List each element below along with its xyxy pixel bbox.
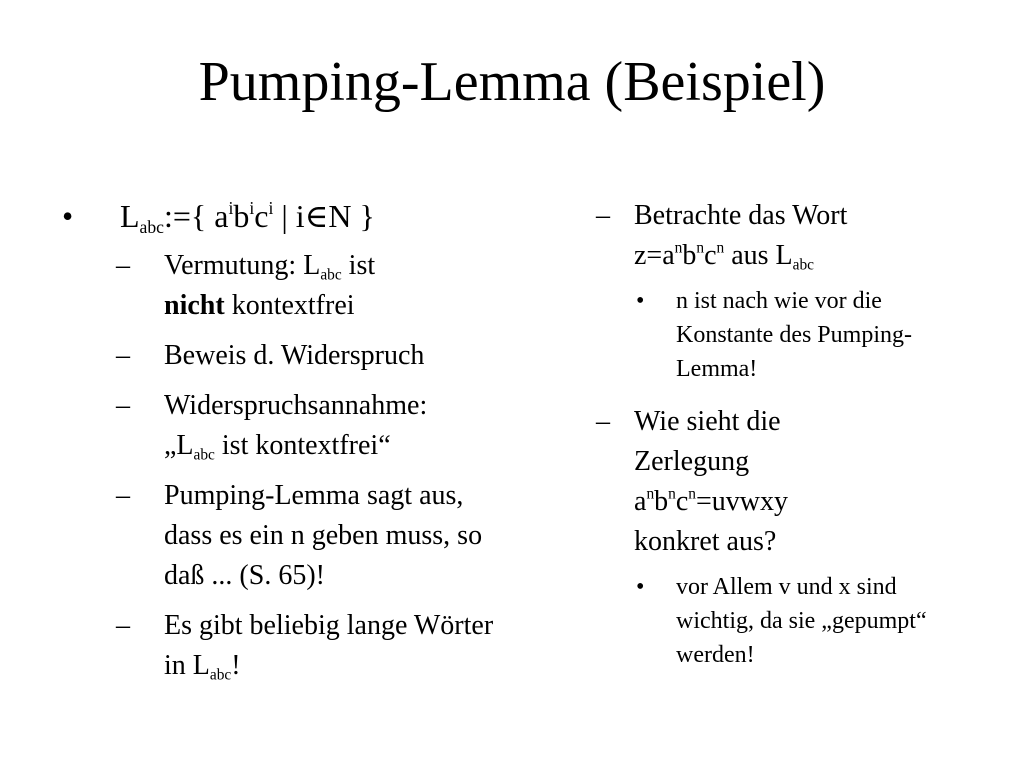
list-item <box>596 402 1006 562</box>
list-item <box>116 606 512 686</box>
list-item <box>116 386 512 466</box>
sub-item-text: vor Allem v und x sind wichtig, da sie „gepumpt“ werden! <box>676 574 927 668</box>
item-fragment: z=a <box>634 240 675 271</box>
dash-marker: – <box>596 406 610 437</box>
exp-i-c: i <box>268 197 274 218</box>
item-fragment: ! <box>231 650 241 681</box>
exp-i-a: i <box>228 197 234 218</box>
bullet-marker: • <box>636 288 645 314</box>
list-item <box>596 196 1006 276</box>
right-column <box>596 196 1006 688</box>
lang-b: b <box>233 198 250 234</box>
list-item <box>116 246 512 326</box>
item-fragment: Betrachte das Wort <box>634 200 848 231</box>
item-subscript: abc <box>792 256 814 274</box>
dash-marker: – <box>116 390 130 421</box>
item-fragment: konkret aus? <box>634 526 777 557</box>
exp-n: n <box>696 239 705 257</box>
item-fragment: ist <box>341 250 376 281</box>
main-bullet <box>62 196 512 236</box>
language-definition <box>120 196 512 236</box>
item-text: Beweis d. Widerspruch <box>164 340 425 371</box>
item-subscript: abc <box>320 266 342 284</box>
list-item <box>116 476 512 596</box>
item-fragment: kontextfrei <box>224 290 355 321</box>
lang-rest: | i∈N } <box>273 198 375 234</box>
item-fragment: aus L <box>724 240 793 271</box>
item-fragment: Es gibt beliebig lange Wörter in L <box>164 610 494 681</box>
exp-i-b: i <box>249 197 255 218</box>
exp-n: n <box>646 485 655 503</box>
dash-marker: – <box>116 610 130 641</box>
lang-L: L <box>120 198 140 234</box>
item-fragment: „L <box>164 430 194 461</box>
dash-marker: – <box>596 200 610 231</box>
left-column <box>62 196 512 696</box>
lang-c: c <box>254 198 269 234</box>
dash-marker: – <box>116 480 130 511</box>
item-text <box>164 386 504 466</box>
dash-marker: – <box>116 250 130 281</box>
item-fragment: ist kontextfrei“ <box>214 430 391 461</box>
item-fragment: a <box>634 486 647 517</box>
exp-n: n <box>668 485 676 503</box>
item-fragment: Vermutung: L <box>164 250 321 281</box>
item-fragment: Widerspruchsannahme: <box>164 390 428 421</box>
item-fragment: b <box>654 486 669 517</box>
lang-subscript: abc <box>139 217 164 238</box>
list-item <box>116 336 512 376</box>
item-fragment: c <box>704 240 717 271</box>
item-bold: nicht <box>164 290 225 321</box>
item-fragment: b <box>682 240 697 271</box>
sub-list-item <box>636 570 1006 672</box>
bullet-marker: • <box>62 198 74 234</box>
item-text <box>634 402 894 562</box>
item-fragment: =uvwxy <box>695 486 788 517</box>
sub-list-item <box>636 284 1006 386</box>
item-text <box>164 606 504 686</box>
item-text <box>634 196 894 276</box>
exp-n: n <box>688 485 696 503</box>
exp-n: n <box>716 239 725 257</box>
item-text <box>164 246 504 326</box>
sub-item-text: n ist nach wie vor die Konstante des Pumping-Lemma! <box>676 288 912 382</box>
item-text: Pumping-Lemma sagt aus, dass es ein n geben muss, so daß ... (S. 65)! <box>164 480 483 591</box>
item-subscript: abc <box>209 666 232 684</box>
item-subscript: abc <box>193 446 215 464</box>
lang-def: :={ a <box>163 198 229 234</box>
item-fragment: c <box>675 486 689 517</box>
dash-marker: – <box>116 340 130 371</box>
exp-n: n <box>674 239 683 257</box>
bullet-marker: • <box>636 574 645 600</box>
item-fragment: Wie sieht die Zerlegung <box>634 406 781 477</box>
slide-title: Pumping-Lemma (Beispiel) <box>198 51 826 113</box>
